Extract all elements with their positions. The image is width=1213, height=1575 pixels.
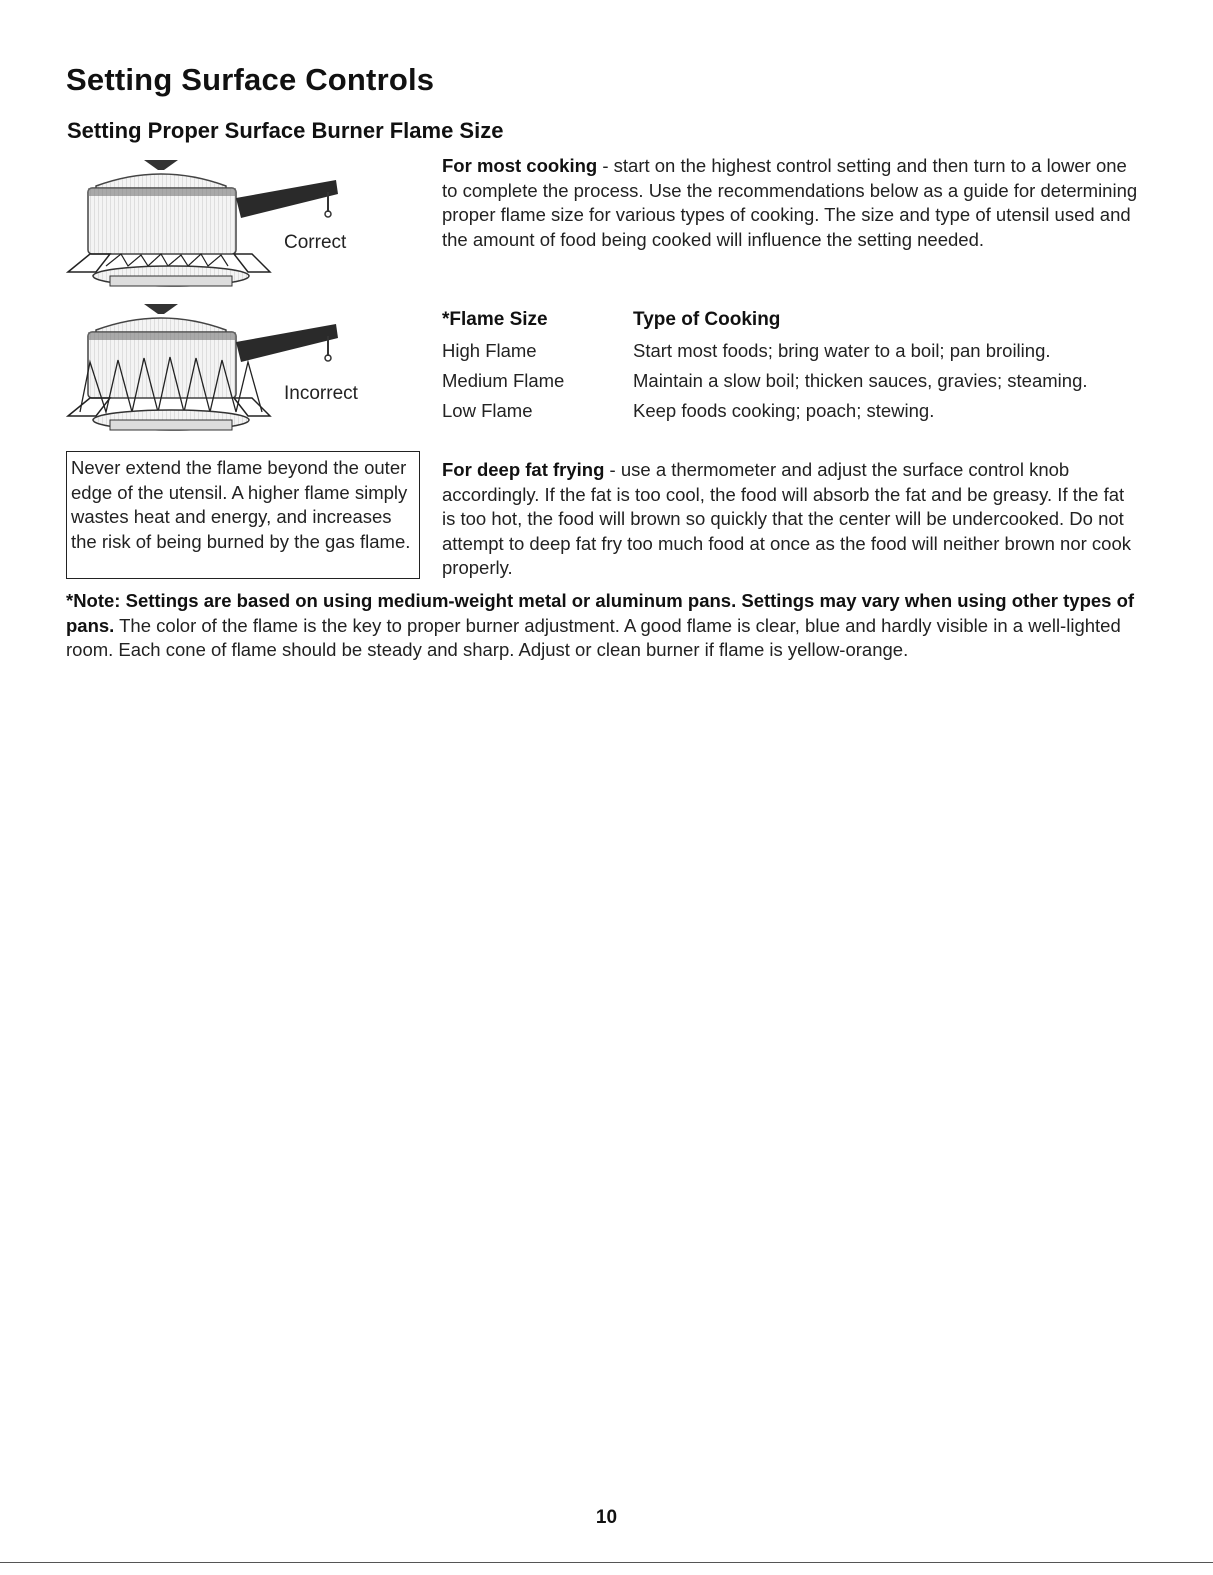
deep-fat-frying-paragraph: [442, 458, 1142, 581]
warning-text: Never extend the flame beyond the outer edge of the utensil. A higher flame simply wastes heat and energy, and increases the risk of being burned by the gas flame.: [71, 457, 411, 552]
page-number: 10: [595, 1507, 618, 1528]
most-cooking-paragraph: [442, 154, 1142, 252]
note-text: The color of the flame is the key to proper burner adjustment. A good flame is clear, blue and hardly visible in a well-lighted room. Each cone of flame should be steady and sharp. Adjust or clean burner if flame is yellow-orange.: [66, 614, 1121, 660]
table-header-flame-size: *Flame Size: [442, 309, 548, 330]
section-subtitle: Setting Proper Surface Burner Flame Size: [67, 118, 504, 143]
flame-warning-box: [66, 451, 420, 579]
table-header-type-of-cooking: Type of Cooking: [633, 309, 781, 330]
bottom-rule: [0, 1562, 1213, 1563]
correct-flame-figure: [66, 158, 366, 298]
settings-note: [66, 589, 1136, 663]
table-cell-cooking: Maintain a slow boil; thicken sauces, gravies; steaming.: [633, 370, 1088, 391]
most-cooking-lead: For most cooking: [442, 155, 598, 176]
deep-fat-text: - use a thermometer and adjust the surface control knob accordingly. If the fat is too cool, the food will absorb the fat and be greasy. If the fat is too hot, the food will brown so quickly that the center will be undercooked. Do not attempt to deep fat fry too much food at once as the food will neither brown nor cook properly.: [442, 459, 1132, 578]
table-cell-flame-size: High Flame: [442, 340, 537, 361]
pan-on-burner-incorrect-illustration: [66, 302, 366, 442]
deep-fat-lead: For deep fat frying: [442, 459, 605, 480]
table-cell-cooking: Start most foods; bring water to a boil; pan broiling.: [633, 340, 1051, 361]
table-cell-flame-size: Medium Flame: [442, 370, 565, 391]
pan-on-burner-correct-illustration: [66, 158, 366, 298]
incorrect-flame-figure: [66, 302, 366, 442]
page-title: Setting Surface Controls: [66, 62, 435, 97]
table-cell-flame-size: Low Flame: [442, 400, 533, 421]
note-lead: *Note: Settings are based on using medium-weight metal or aluminum pans. Settings may vary when using other types of pans.: [66, 590, 1135, 636]
most-cooking-text: - start on the highest control setting and then turn to a lower one to complete the process. Use the recommendations below as a guide for determining proper flame size for various types of cooking. The size and type of utensil used and the amount of food being cooked will influence the setting needed.: [442, 155, 1138, 250]
correct-label: Correct: [284, 232, 347, 253]
incorrect-label: Incorrect: [284, 383, 358, 404]
table-cell-cooking: Keep foods cooking; poach; stewing.: [633, 400, 935, 421]
